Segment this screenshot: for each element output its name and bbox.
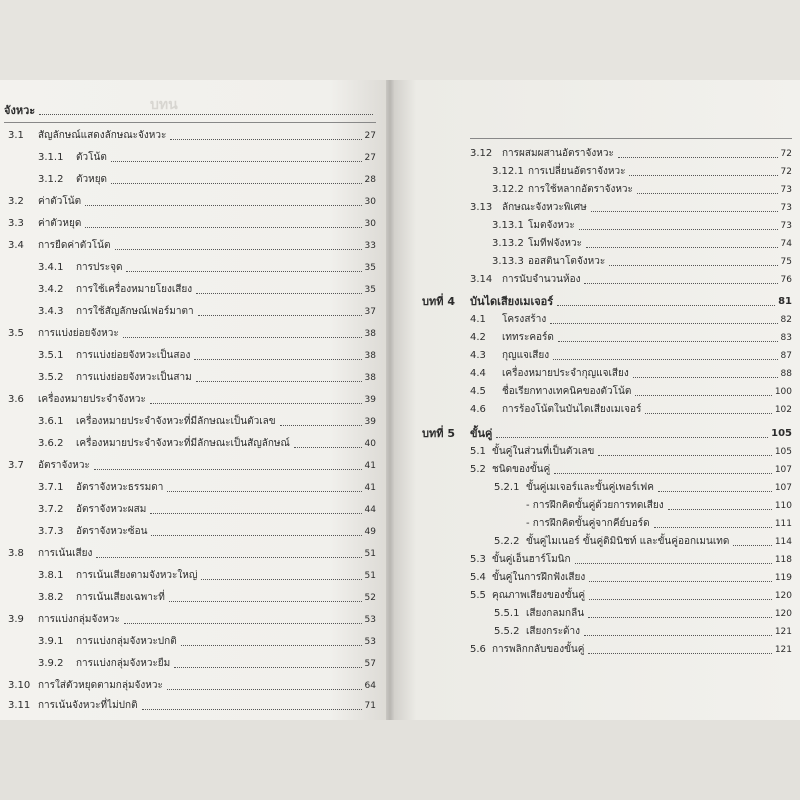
entry-title: การนับจำนวนห้อง	[502, 274, 581, 285]
entry-page: 72	[780, 149, 792, 159]
entry-number: 3.10	[8, 680, 31, 691]
entry-page: 72	[780, 167, 792, 177]
entry-page: 35	[364, 263, 376, 273]
entry-number: 5.3	[470, 554, 486, 565]
toc-entry	[470, 404, 792, 416]
entry-title: การเปลี่ยนอัตราจังหวะ	[528, 166, 626, 177]
leader-dots	[579, 228, 778, 230]
leader-dots	[588, 652, 771, 654]
toc-entry	[492, 238, 792, 250]
entry-page: 28	[364, 175, 376, 185]
leader-dots	[150, 512, 361, 514]
toc-entry	[8, 680, 376, 692]
entry-title: บันไดเสียงเมเจอร์	[470, 295, 554, 308]
toc-entry	[38, 482, 376, 494]
entry-page: 121	[774, 627, 792, 637]
leader-dots	[181, 644, 362, 646]
chapter-heading	[422, 296, 792, 308]
leader-dots	[280, 424, 362, 426]
entry-number: 3.1.1	[38, 152, 64, 163]
entry-page: 111	[774, 519, 792, 529]
divider	[4, 122, 376, 123]
toc-entry	[38, 658, 376, 670]
entry-number: 3.1	[8, 130, 24, 141]
entry-number: 3.6.2	[38, 438, 64, 449]
toc-entry	[470, 644, 792, 656]
entry-title: อัตราจังหวะผสม	[76, 504, 147, 515]
leader-dots	[658, 490, 772, 492]
entry-number: 3.2	[8, 196, 24, 207]
right-page	[392, 80, 800, 720]
entry-page: 114	[774, 537, 792, 547]
leader-dots	[586, 246, 778, 248]
entry-page: 41	[364, 461, 376, 471]
entry-number: 3.6	[8, 394, 24, 405]
entry-page: 100	[774, 387, 792, 397]
left-page	[0, 80, 388, 720]
divider	[470, 138, 792, 139]
entry-title: การแบ่งกลุ่มจังหวะ	[38, 614, 120, 625]
entry-number: 5.4	[470, 572, 486, 583]
leader-dots	[591, 210, 778, 212]
toc-entry	[470, 274, 792, 286]
leader-dots	[111, 160, 362, 162]
entry-title: ชนิดของขั้นคู่	[492, 464, 551, 475]
entry-page: 107	[774, 465, 792, 475]
leader-dots	[96, 556, 361, 558]
entry-title: อัตราจังหวะธรรมดา	[76, 482, 164, 493]
entry-title: ขั้นคู่ในส่วนที่เป็นตัวเลข	[492, 446, 595, 457]
entry-page: 40	[364, 439, 376, 449]
entry-title: เครื่องหมายประจำจังหวะ	[38, 394, 146, 405]
leader-dots	[553, 358, 777, 360]
leader-dots	[169, 600, 362, 602]
entry-page: 121	[774, 645, 792, 655]
entry-title: คุณภาพเสียงของขั้นคู่	[492, 590, 586, 601]
entry-page: 44	[364, 505, 376, 515]
leader-dots	[575, 562, 772, 564]
entry-page: 119	[774, 573, 792, 583]
entry-page: 110	[774, 501, 792, 511]
entry-title: จังหวะ	[4, 104, 36, 117]
toc-entry	[492, 184, 792, 196]
entry-number: 3.13.2	[492, 238, 524, 249]
leader-dots	[196, 292, 361, 294]
leader-dots	[85, 226, 361, 228]
entry-title: ขั้นคู่ในการฝึกฟังเสียง	[492, 572, 586, 583]
entry-number: 3.3	[8, 218, 24, 229]
toc-entry	[38, 262, 376, 274]
leader-dots	[589, 598, 772, 600]
leader-dots	[174, 666, 361, 668]
leader-dots	[111, 182, 361, 184]
entry-number: 3.9.2	[38, 658, 64, 669]
leader-dots	[635, 394, 771, 396]
entry-number: 3.7.1	[38, 482, 64, 493]
toc-entry	[38, 504, 376, 516]
entry-number: 3.13.1	[492, 220, 524, 231]
entry-page: 38	[364, 373, 376, 383]
toc-entry	[492, 220, 792, 232]
entry-number: 3.7.3	[38, 526, 64, 537]
entry-title: การร้องโน้ตในบันไดเสียงเมเจอร์	[502, 404, 642, 415]
entry-title: โมตจังหวะ	[528, 220, 575, 231]
leader-dots	[584, 634, 772, 636]
leader-dots	[85, 204, 361, 206]
entry-number: 3.8.1	[38, 570, 64, 581]
entry-page: 41	[364, 483, 376, 493]
entry-title: การแบ่งย่อยจังหวะเป็นสาม	[76, 372, 192, 383]
toc-entry	[470, 554, 792, 566]
entry-number: 3.14	[470, 274, 493, 285]
entry-page: 35	[364, 285, 376, 295]
toc-entry	[470, 350, 792, 362]
toc-entry	[38, 416, 376, 428]
entry-title: การแบ่งกลุ่มจังหวะปกติ	[76, 636, 177, 647]
toc-entry	[38, 438, 376, 450]
entry-title: เครื่องหมายประจำจังหวะที่มีลักษณะเป็นตัวเลข	[76, 416, 276, 427]
entry-page: 120	[774, 609, 792, 619]
entry-number: 3.12	[470, 148, 493, 159]
leader-dots	[167, 490, 361, 492]
background-bottom	[0, 720, 800, 800]
toc-entry	[494, 482, 792, 494]
entry-title: การใส่ตัวหยุดตามกลุ่มจังหวะ	[38, 680, 163, 691]
leader-dots	[633, 376, 778, 378]
entry-page: 37	[364, 307, 376, 317]
entry-page: 71	[364, 701, 376, 711]
entry-number: 3.1.2	[38, 174, 64, 185]
leader-dots	[618, 156, 778, 158]
entry-page: 75	[780, 257, 792, 267]
toc-entry	[8, 548, 376, 560]
entry-number: 5.2	[470, 464, 486, 475]
entry-title: โครงสร้าง	[502, 314, 547, 325]
entry-page: 88	[780, 369, 792, 379]
entry-number: 3.12.1	[492, 166, 524, 177]
entry-number: 3.7.2	[38, 504, 64, 515]
entry-title: ตัวหยุด	[76, 174, 108, 185]
leader-dots	[198, 314, 362, 316]
book-spine	[386, 80, 394, 720]
leader-dots	[637, 192, 778, 194]
entry-title: - การฝึกคิดขั้นคู่จากคีย์บอร์ด	[526, 518, 650, 529]
toc-entry	[470, 314, 792, 326]
entry-title: ขั้นคู่เมเจอร์และขั้นคู่เพอร์เฟค	[526, 482, 654, 493]
leader-dots	[201, 578, 361, 580]
toc-entry	[38, 636, 376, 648]
leader-dots	[668, 508, 772, 510]
entry-page: 118	[774, 555, 792, 565]
toc-entry	[494, 608, 792, 620]
toc-entry	[8, 240, 376, 252]
toc-entry	[470, 332, 792, 344]
toc-entry	[38, 570, 376, 582]
chapter-label: บทที่ 5	[422, 427, 455, 440]
entry-number: 3.8	[8, 548, 24, 559]
entry-page: 51	[364, 571, 376, 581]
toc-entry	[470, 446, 792, 458]
toc-entry	[492, 256, 792, 268]
entry-title: การยืดค่าตัวโน้ต	[38, 240, 111, 251]
leader-dots	[584, 282, 777, 284]
entry-number: 3.13.3	[492, 256, 524, 267]
leader-dots	[194, 358, 361, 360]
entry-title: สัญลักษณ์แสดงลักษณะจังหวะ	[38, 130, 167, 141]
entry-title: ค่าตัวหยุด	[38, 218, 82, 229]
entry-number: 4.4	[470, 368, 486, 379]
entry-title: การแบ่งย่อยจังหวะเป็นสอง	[76, 350, 191, 361]
entry-title: การเน้นเสียงตามจังหวะใหญ่	[76, 570, 198, 581]
entry-title: การประจุด	[76, 262, 123, 273]
entry-page: 51	[364, 549, 376, 559]
toc-entry	[38, 350, 376, 362]
entry-title: เครื่องหมายประจำกุญแจเสียง	[502, 368, 629, 379]
leader-dots	[588, 616, 772, 618]
leader-dots	[554, 472, 772, 474]
entry-number: 3.11	[8, 700, 31, 711]
entry-title: การใช้เครื่องหมายโยงเสียง	[76, 284, 193, 295]
entry-title: เสียงกลมกลืน	[526, 608, 585, 619]
entry-page: 107	[774, 483, 792, 493]
toc-entry	[8, 460, 376, 472]
entry-title: เททระคอร์ด	[502, 332, 554, 343]
leader-dots	[142, 708, 362, 710]
background-top	[0, 0, 800, 80]
entry-page: 74	[780, 239, 792, 249]
leader-dots	[196, 380, 362, 382]
toc-entry	[38, 372, 376, 384]
entry-title: อัตราจังหวะซ้อน	[76, 526, 148, 537]
entry-title: การเน้นจังหวะที่ไม่ปกติ	[38, 700, 138, 711]
toc-entry	[470, 368, 792, 380]
entry-title: ค่าตัวโน้ต	[38, 196, 82, 207]
entry-number: 5.1	[470, 446, 486, 457]
toc-entry	[470, 202, 792, 214]
entry-number: 5.5	[470, 590, 486, 601]
entry-number: 3.9	[8, 614, 24, 625]
toc-entry	[494, 626, 792, 638]
entry-number: 3.4	[8, 240, 24, 251]
entry-page: 120	[774, 591, 792, 601]
entry-title: การใช้สัญลักษณ์เฟอร์มาตา	[76, 306, 194, 317]
entry-title: การแบ่งกลุ่มจังหวะยืม	[76, 658, 171, 669]
leader-dots	[609, 264, 777, 266]
toc-entry	[38, 174, 376, 186]
entry-page: 39	[364, 395, 376, 405]
entry-number: 3.5	[8, 328, 24, 339]
entry-number: 4.3	[470, 350, 486, 361]
leader-dots	[39, 113, 373, 115]
leader-dots	[496, 436, 768, 438]
leader-dots	[294, 446, 362, 448]
leader-dots	[167, 688, 362, 690]
entry-page: 38	[364, 329, 376, 339]
entry-number: 3.12.2	[492, 184, 524, 195]
leader-dots	[150, 402, 362, 404]
toc-entry	[8, 130, 376, 142]
entry-page: 83	[780, 333, 792, 343]
entry-number: 3.6.1	[38, 416, 64, 427]
leader-dots	[126, 270, 361, 272]
entry-page: 27	[364, 131, 376, 141]
entry-number: 3.7	[8, 460, 24, 471]
leader-dots	[654, 526, 772, 528]
toc-entry	[38, 284, 376, 296]
entry-title: ขั้นคู่เอ็นฮาร์โมนิก	[492, 554, 571, 565]
entry-number: 4.6	[470, 404, 486, 415]
toc-entry	[526, 500, 792, 512]
entry-title: ชื่อเรียกทางเทคนิคของตัวโน้ต	[502, 386, 632, 397]
toc-entry	[470, 386, 792, 398]
entry-page: 73	[780, 203, 792, 213]
toc-entry	[38, 306, 376, 318]
entry-page: 27	[364, 153, 376, 163]
leader-dots	[550, 322, 777, 324]
leader-dots	[733, 544, 771, 546]
entry-page: 105	[774, 447, 792, 457]
entry-title: ออสตินาโตจังหวะ	[528, 256, 606, 267]
entry-number: 3.8.2	[38, 592, 64, 603]
entry-title: ขั้นคู่	[470, 427, 493, 440]
entry-title: ตัวโน้ต	[76, 152, 107, 163]
entry-page: 64	[364, 681, 376, 691]
entry-page: 102	[774, 405, 792, 415]
entry-title: ลักษณะจังหวะพิเศษ	[502, 202, 587, 213]
entry-page: 33	[364, 241, 376, 251]
entry-title: กุญแจเสียง	[502, 350, 550, 361]
entry-page: 87	[780, 351, 792, 361]
chapter-heading	[422, 428, 792, 440]
leader-dots	[123, 336, 362, 338]
leader-dots	[557, 304, 775, 306]
entry-title: อัตราจังหวะ	[38, 460, 90, 471]
entry-number: 4.5	[470, 386, 486, 397]
toc-entry	[38, 152, 376, 164]
entry-title: การเน้นเสียงเฉพาะที่	[76, 592, 165, 603]
toc-entry	[8, 328, 376, 340]
entry-number: 3.5.1	[38, 350, 64, 361]
entry-page: 49	[364, 527, 376, 537]
entry-title: ขั้นคู่ไมเนอร์ ขั้นคู่ดิมินิชท์ และขั้นคู่ออกเมนเทด	[526, 536, 730, 547]
toc-entry	[8, 614, 376, 626]
leader-dots	[629, 174, 777, 176]
entry-page: 57	[364, 659, 376, 669]
chapter-heading	[4, 105, 376, 117]
toc-entry	[38, 526, 376, 538]
leader-dots	[94, 468, 362, 470]
entry-page: 53	[364, 637, 376, 647]
entry-title: - การฝึกคิดขั้นคู่ด้วยการทดเสียง	[526, 500, 664, 511]
toc-entry	[8, 218, 376, 230]
entry-page: 53	[364, 615, 376, 625]
entry-title: โมทีฟจังหวะ	[528, 238, 582, 249]
entry-number: 3.4.3	[38, 306, 64, 317]
chapter-label: บทที่ 4	[422, 295, 455, 308]
entry-page: 38	[364, 351, 376, 361]
entry-number: 5.6	[470, 644, 486, 655]
toc-entry	[470, 148, 792, 160]
entry-number: 3.4.2	[38, 284, 64, 295]
entry-page: 30	[364, 219, 376, 229]
entry-title: เครื่องหมายประจำจังหวะที่มีลักษณะเป็นสัญลักษณ์	[76, 438, 290, 449]
leader-dots	[598, 454, 771, 456]
toc-entry	[470, 464, 792, 476]
toc-entry	[526, 518, 792, 530]
entry-number: 4.1	[470, 314, 486, 325]
entry-page: 105	[771, 428, 792, 439]
entry-number: 3.9.1	[38, 636, 64, 647]
toc-entry	[8, 196, 376, 208]
toc-entry	[8, 394, 376, 406]
leader-dots	[124, 622, 362, 624]
toc-entry	[492, 166, 792, 178]
toc-entry	[470, 590, 792, 602]
leader-dots	[115, 248, 362, 250]
leader-dots	[589, 580, 772, 582]
leader-dots	[151, 534, 361, 536]
entry-title: การใช้หลากอัตราจังหวะ	[528, 184, 633, 195]
entry-page: 30	[364, 197, 376, 207]
entry-number: 3.4.1	[38, 262, 64, 273]
entry-title: การพลิกกลับของขั้นคู่	[492, 644, 585, 655]
entry-page: 82	[780, 315, 792, 325]
entry-page: 73	[780, 185, 792, 195]
toc-entry	[494, 536, 792, 548]
leader-dots	[170, 138, 361, 140]
entry-number: 3.5.2	[38, 372, 64, 383]
entry-title: การผสมผสานอัตราจังหวะ	[502, 148, 614, 159]
entry-page: 52	[364, 593, 376, 603]
entry-page: 81	[778, 296, 792, 307]
entry-page: 39	[364, 417, 376, 427]
bleed-through-text: บทน	[150, 97, 178, 113]
entry-page: 76	[780, 275, 792, 285]
entry-title: เสียงกระด้าง	[526, 626, 581, 637]
entry-title: การเน้นเสียง	[38, 548, 93, 559]
entry-number: 5.2.1	[494, 482, 520, 493]
entry-number: 4.2	[470, 332, 486, 343]
entry-number: 5.5.1	[494, 608, 520, 619]
entry-number: 5.5.2	[494, 626, 520, 637]
entry-number: 5.2.2	[494, 536, 520, 547]
toc-entry	[470, 572, 792, 584]
toc-entry	[38, 592, 376, 604]
leader-dots	[558, 340, 778, 342]
toc-entry	[8, 700, 376, 712]
entry-number: 3.13	[470, 202, 493, 213]
leader-dots	[645, 412, 771, 414]
entry-page: 73	[780, 221, 792, 231]
entry-title: การแบ่งย่อยจังหวะ	[38, 328, 119, 339]
